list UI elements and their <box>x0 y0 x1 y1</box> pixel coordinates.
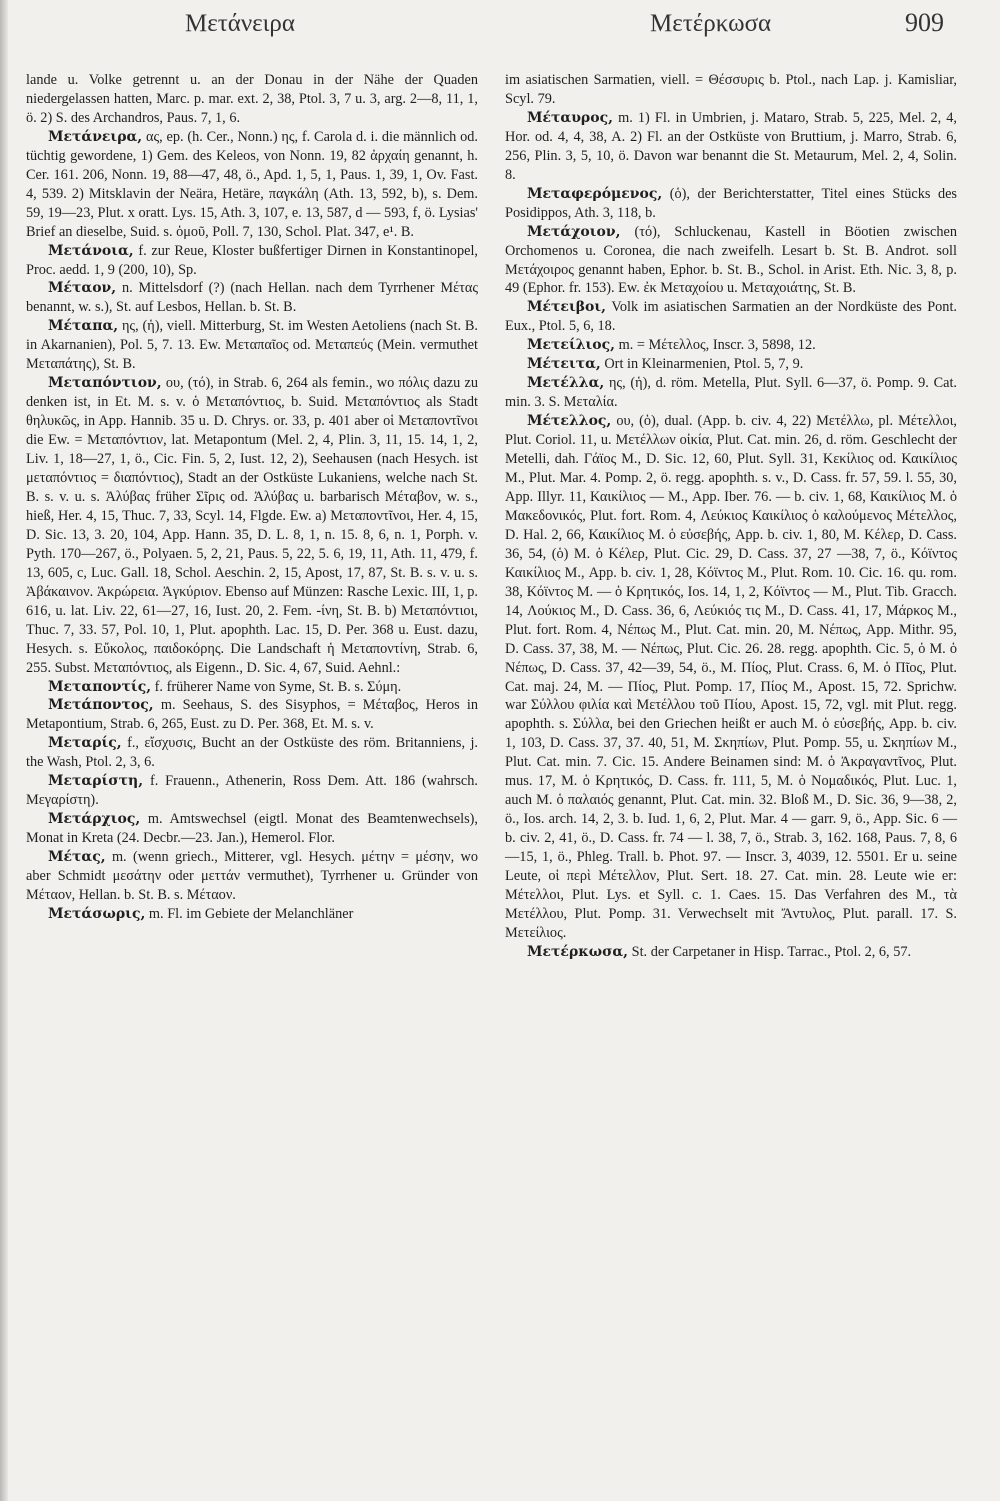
entry-headword: Μεταποντίς, <box>48 678 152 695</box>
entry-text: m. (wenn griech., Mitterer, vgl. Hesych. μέτην = μέσην, wo aber Schmidt μεσάτην oder μεττάν vermuthet), Tyrrhener u. Gründer von Μέταον, Hellan. b. St. B. s. Μέταον. <box>26 849 478 903</box>
entry-text: Ort in Kleinarmenien, Ptol. 5, 7, 9. <box>604 356 804 373</box>
entry-headword: Μεταρίστη, <box>48 773 144 790</box>
entry-headword: Μεταφερόμενος, <box>527 185 663 202</box>
dictionary-entry <box>505 185 957 223</box>
page-number: 909 <box>905 8 944 37</box>
entry-text: m. Seehaus, S. des Sisyphos, = Μέταβος, Heros in Metapontium, Strab. 6, 265, Eust. zu D. Per. 368, Et. M. s. v. <box>26 697 479 733</box>
entry-headword: Μέτας, <box>48 849 106 866</box>
entry-text: ης, (ἡ), viell. Mitterburg, St. im Westen Aetoliens (nach St. B. in Akarnanien), Pol. 5, 7. 13. Ew. Μεταπαῖος od. Μεταπεύς (Mein. vermuthet Μεταπάτης), St. B. <box>26 318 479 373</box>
entry-headword: Μετέρκωσα, <box>527 943 629 960</box>
entry-headword: Μετάχοιον, <box>527 223 621 240</box>
left-column <box>26 71 478 924</box>
dictionary-entry <box>26 905 478 924</box>
dictionary-entry <box>505 943 957 962</box>
entry-headword: Μέτειτα, <box>527 356 601 373</box>
entry-text: f. zur Reue, Kloster bußfertiger Dirnen in Konstantinopel, Proc. aedd. 1, 9 (200, 10), Sp. <box>26 242 478 278</box>
dictionary-entry <box>505 71 957 109</box>
page-header <box>0 6 1000 46</box>
entry-text: n. Mittelsdorf (?) (nach Hellan. nach dem Tyrrhener Μέτας benannt, w. s.), St. auf Lesbos, Hellan. b. St. B. <box>26 280 478 316</box>
dictionary-entry <box>26 128 478 242</box>
entry-text: lande u. Volke getrennt u. an der Donau in der Nähe der Quaden niedergelassen hatten, Marc. p. mar. ext. 2, 38, Ptol. 3, 7 u. 3, arg. 2—8, 11, 1, ö. 2) S. des Archandros, Paus. 7, 1, 6. <box>26 72 478 126</box>
dictionary-entry <box>505 374 957 412</box>
dictionary-entry <box>26 242 478 280</box>
dictionary-entry <box>505 223 957 299</box>
dictionary-entry <box>26 279 478 317</box>
entry-text: f. Frauenn., Athenerin, Ross Dem. Att. 186 (wahrsch. Μεγαρίστη). <box>26 773 478 809</box>
right-running-head: Μετέρκωσα <box>650 10 772 37</box>
entry-text: ου, (ὁ), dual. (App. b. civ. 4, 22) Μετέλλω, pl. Μέτελλοι, Plut. Coriol. 11, u. Μετέλλων οἰκία, Plut. Cat. min. 26, d. röm. Geschlecht der Metelli, dah. Γάϊος Μ., D. Sic. 12, 60, Plut. Syll. 31, Κεκίλιος od. Καικίλιος Μ., Plut. Mar. 4. Pomp. 2, ö. regg. apophth. s. v., D. Cass. fr. 57, 59. l. 55, 30, App. Illyr. 11, Καικίλιος — Μ., App. Iber. 76. — b. civ. 1, 68, Καικίλιος Μ. ὁ Μακεδονικός, Plut. fort. Rom. 4, Λεύκιος Καικίλιος ὁ καλούμενος Μέτελλος, D. Hal. 2, 66, Καικίλιος Μ. ὁ εὐσεβής, App. b. civ. 1, 80, Μ. Κέλερ, D. Cass. 36, 54, (ὁ) Μ. ὁ Κέλερ, Plut. Cic. 29, D. Cass. 37, 27 —38, 7, ö., Κόϊντος Καικίλιος Μ., App. b. civ. 1, 28, Κόϊντος Μ., Plut. Rom. 10. Cic. 16. qu. rom. 38, Κόϊντος Μ. — ὁ Κρητικός, Ios. 14, 1, 2, Κόϊντος — Μ., Plut. Tib. Gracch. 14, Λούκιος Μ., D. Cass. 36, 6, Λεύκιός τις Μ., D. Cass. 41, 17, Μάρκος Μ., Plut. fort. Rom. 4, Νέπως Μ., Plut. Cat. min. 20, Μ. Νέπως, App. Mithr. 95, D. Cass. 37, 38, Μ. — Νέπως, Plut. Cic. 26. 28. regg. apophth. Cic. 5, ὁ Μ. ὁ Νέπως, D. Cass. 37, 42—39, 54, ö., Μ. Πίος, Plut. Crass. 6, Μ. ὁ Πῖος, Plut. Cat. maj. 24, Μ. — Πίος, Plut. Pomp. 17, Πίος Μ., Apost. 15, 72. Sprichw. war Σύλλου φιλία καὶ Μετέλλου τοῦ Πίου, Apost. 15, 72, vgl. mit Plut. regg. apophth. s. Σύλλα, bei den Griechen heißt er auch Μ. ὁ εὐσεβής, App. b. civ. 1, 103, D. Cass. 37, 37. 40, 51, Μ. Σκηπίων, Plut. Pomp. 55, u. Σκηπίων Μ., Plut. Cat. min. 7. Cic. 15. Andere Beinamen sind: Μ. ὁ Ἀκραγαντῖνος, Plut. mus. 17, Μ. ὁ Κρητικός, D. Cass. fr. 111, 5, Μ. ὁ Νομαδικός, Plut. Luc. 1, auch Μ. ὁ παλαιός genannt, Plut. Cat. min. 32. Bloß Μ., D. Sic. 36, 9—38, 2, ö., Ios. arch. 14, 2, 3. b. Iud. 1, 6, 2, Plut. Mar. 4 — garr. 9, ö., App. Sic. 6 — b. civ. 2, 41, ö., D. Cass. fr. 74 — l. 38, 7, ö., Strab. 3, 162. 168, Paus. 7, 8, 6—15, 1, ö., Phleg. Trall. b. Phot. 97. — Inscr. 3, 4039, 12. 5501. Er u. seine Leute, οἱ περὶ Μέτελλον, Plut. Sert. 18. 27. Cat. min. 28. Leute wie er: Μέτελλοι, Plut. Lys. et Syll. c. 1. Caes. 15. Das Verfahren des Μ., τὰ Μετέλλου, Plut. Pomp. 31. Verwechselt mit Ἄντυλος, Plut. parall. 17. S. Μετείλιος. <box>505 413 957 941</box>
entry-headword: Μετάρχιος, <box>48 811 141 828</box>
entry-text: im asiatischen Sarmatien, viell. = Θέσσυρις b. Ptol., nach Lap. j. Kamisliar, Scyl. 79. <box>505 72 957 107</box>
entry-headword: Μεταπόντιον, <box>48 375 162 392</box>
entry-text: St. der Carpetaner in Hisp. Tarrac., Ptol. 2, 6, 57. <box>631 943 912 960</box>
dictionary-entry <box>505 355 957 374</box>
dictionary-entry <box>26 696 478 734</box>
entry-headword: Μεταρίς, <box>48 735 122 752</box>
entry-text: m. = Μέτελλος, Inscr. 3, 5898, 12. <box>618 337 816 354</box>
entry-headword: Μέταον, <box>48 280 117 297</box>
entry-headword: Μέτειβοι, <box>527 299 606 316</box>
entry-headword: Μετάσωρις, <box>48 905 146 922</box>
dictionary-entry <box>26 678 478 697</box>
dictionary-entry <box>505 336 957 355</box>
entry-headword: Μετάνειρα, <box>48 128 143 145</box>
entry-headword: Μέταπα, <box>48 318 119 335</box>
entry-text: f. früherer Name von Syme, St. B. s. Σύμη. <box>154 678 402 695</box>
entry-text: Volk im asiatischen Sarmatien an der Nordküste des Pont. Eux., Ptol. 5, 6, 18. <box>505 299 957 335</box>
left-running-head: Μετάνειρα <box>185 10 295 37</box>
dictionary-entry <box>26 772 478 810</box>
entry-text: (ὁ), der Berichterstatter, Titel eines Stücks des Posidippos, Ath. 3, 118, b. <box>505 185 957 221</box>
dictionary-entry <box>505 298 957 336</box>
dictionary-entry <box>26 374 478 677</box>
right-column <box>505 71 957 962</box>
dictionary-entry <box>26 71 478 128</box>
entry-text: ης, (ἡ), d. röm. Metella, Plut. Syll. 6—37, ö. Pomp. 9. Cat. min. 3. S. Μεταλία. <box>505 375 957 411</box>
dictionary-entry <box>26 810 478 848</box>
entry-headword: Μέταυρος, <box>527 109 613 126</box>
entry-text: m. Amtswechsel (eigtl. Monat des Beamtenwechsels), Monat in Kreta (24. Decbr.—23. Jan.), Hemerol. Flor. <box>26 811 478 847</box>
entry-headword: Μετάποντος, <box>48 697 154 714</box>
dictionary-entry <box>505 412 957 943</box>
entry-text: ου, (τό), in Strab. 6, 264 als femin., wo πόλις dazu zu denken ist, in Et. M. s. v. ὁ Μεταπόντιος, b. Suid. Μεταπόντιος als Stadt θηλυκῶς, in App. Hannib. 35 u. D. Chrys. or. 33, p. 401 aber οἱ Μεταποντῖνοι die Ew. = Μεταπόντιον, lat. Metapontum (Mel. 2, 4, Plin. 3, 11, 15. 14, 1, 2, Liv. 1, 18—27, 1, ö., Cic. Fin. 5, 2, Iust. 12, 2), Seehausen (nach Hesych. ist μεταπόντιος = διαπόντιος), Stadt an der Ostküste Lukaniens, welche nach St. B. s. v. u. s. Ἀλύβας früher Σῖρις od. Ἀλύβας u. barbarisch Μέταβον, w. s., hieß, Her. 4, 15, Thuc. 7, 33, Scyl. 14, Flgde. Ew. a) Μεταποντῖνοι, Her. 4, 15, D. Sic. 13, 3. 20, 104, App. Hann. 35, D. L. 8, 1, n. 15. 8, 6, n. 1, Porph. v. Pyth. 170—267, ö., Polyaen. 5, 2, 21, Paus. 5, 22, 5. 6, 19, 11, Ath. 11, 479, f. 13, 605, c, Luc. Gall. 18, Schol. Aeschin. 2, 15, Apost, 17, 87, St. B. s. v. u. s. Ἀβάκαινον. Ἀκρώρεια. Ἀγκύριον. Ebenso auf Münzen: Rasche Lexic. III, 1, p. 616, u. lat. Liv. 22, 61—27, 16, Iust. 20, 2. Fem. -ίνη, St. B. b) Μεταπόντιοι, Thuc. 7, 33. 57, Pol. 10, 1, Plut. apophth. Lac. 15, D. Per. 368 u. Eust. dazu, Hesych. s. Εὔκολος, παιδοκόρης. Die Landschaft ἡ Μεταποντίνη, Strab. 6, 255. Subst. Μεταπόντιος, als Eigenn., D. Sic. 4, 67, Suid. Aehnl.: <box>26 375 478 676</box>
entry-text: m. Fl. im Gebiete der Melanchläner <box>148 905 354 922</box>
entry-text: (τό), Schluckenau, Kastell in Böotien zwischen Orchomenos u. Coronea, die nach zweifelh. Lesart b. St. B. Androt. soll Μετάχοιρος genannt haben, Ephor. b. St. B., Schol. in Arist. Eth. Nic. 3, 8, p. 49 (Ephor. fr. 153). Ew. ἐκ Μεταχοίου u. Μεταχοιάτης, St. B. <box>505 223 957 297</box>
entry-headword: Μέτελλος, <box>527 413 612 430</box>
dictionary-entry <box>26 848 478 905</box>
entry-headword: Μετάνοια, <box>48 242 134 259</box>
dictionary-entry <box>26 734 478 772</box>
book-spine-shadow <box>0 0 8 1501</box>
entry-headword: Μετείλιος, <box>527 337 616 354</box>
entry-headword: Μετέλλα, <box>527 375 605 392</box>
entry-text: f., εἴσχυσις, Bucht an der Ostküste des röm. Britanniens, j. the Wash, Ptol. 2, 3, 6. <box>26 735 479 771</box>
dictionary-entry <box>26 317 478 374</box>
entry-text: m. 1) Fl. in Umbrien, j. Mataro, Strab. 5, 225, Mel. 2, 4, Hor. od. 4, 4, 38, A. 2) Fl. an der Ostküste von Bruttium, j. Marro, Strab. 6, 256, Plin. 3, 5, 10, ö. Davon war benannt die St. Metaurum, Mel. 2, 4, Solin. 8. <box>505 109 957 183</box>
entry-text: ας, ep. (h. Cer., Nonn.) ης, f. Carola d. i. die männlich od. tüchtig gewordene, 1) Gem. des Keleos, von Nonn. 19, 82 ἀρχαίη genannt, h. Cer. 161. 206, Nonn. 19, 88—47, 48, ö., Apd. 1, 5, 1, Paus. 1, 39, 1, Ov. Fast. 4, 539. 2) Mitsklavin der Neära, Hetäre, παγκάλη (Ath. 13, 592, b), s. Dem. 59, 19—23, Plut. x oratt. Lys. 15, Ath. 3, 107, e. 13, 587, d — 593, f, ö. Lysias' Brief an dieselbe, Suid. s. ὁμοῦ, Poll. 7, 130, Schol. Plat. 347, e¹. B. <box>26 128 478 240</box>
dictionary-entry <box>505 109 957 185</box>
